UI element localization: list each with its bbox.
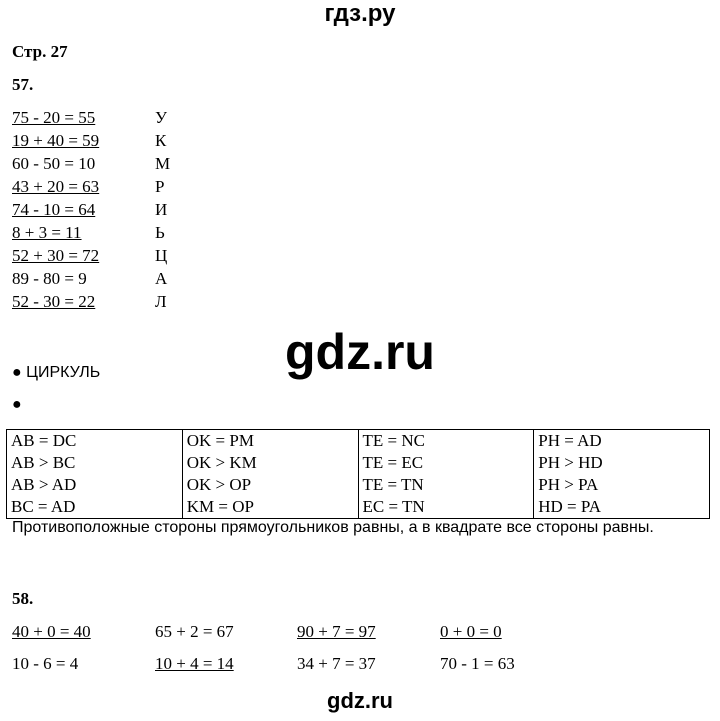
equation: 10 + 4 = 14 (155, 654, 234, 673)
table-cell: PH > HD (534, 452, 710, 474)
table-cell: EC = TN (358, 496, 534, 519)
letter: У (155, 108, 168, 127)
equation: 52 - 30 = 22 (12, 292, 96, 311)
exercise-57-number: 57. (12, 75, 34, 94)
comparison-table (6, 429, 710, 519)
conclusion-text: Противоположные стороны прямоугольников равны, а в квадрате все стороны равны. (12, 519, 654, 536)
equation: 60 - 50 = 10 (12, 154, 96, 173)
letter: Ь (155, 223, 165, 242)
answer-bullet: ● ЦИРКУЛЬ (12, 364, 101, 381)
table-row (7, 430, 710, 453)
table-cell: TE = NC (358, 430, 534, 453)
bullet-marker: ● (12, 396, 22, 413)
letter: Ц (155, 246, 168, 265)
equation: 74 - 10 = 64 (12, 200, 96, 219)
letter: И (155, 200, 168, 219)
table-cell: TE = TN (358, 474, 534, 496)
table-cell: AB > AD (7, 474, 183, 496)
equation: 0 + 0 = 0 (440, 622, 502, 641)
site-header-logo[interactable]: гдз.ру (324, 0, 396, 27)
equation: 52 + 30 = 72 (12, 246, 100, 265)
letter: А (155, 269, 168, 288)
letter: Л (155, 292, 167, 311)
equation: 90 + 7 = 97 (297, 622, 376, 641)
table-cell: AB = DC (7, 430, 183, 453)
exercise-58-number: 58. (12, 589, 34, 608)
table-cell: AB > BC (7, 452, 183, 474)
table-cell: TE = EC (358, 452, 534, 474)
table-cell: BC = AD (7, 496, 183, 519)
letter: М (155, 154, 171, 173)
equation: 19 + 40 = 59 (12, 131, 100, 150)
equation: 65 + 2 = 67 (155, 622, 234, 641)
equation: 8 + 3 = 11 (12, 223, 82, 242)
table-cell: KM = OP (182, 496, 358, 519)
site-footer-logo[interactable]: gdz.ru (327, 688, 393, 713)
equation: 43 + 20 = 63 (12, 177, 100, 196)
table-row (7, 496, 710, 519)
letter: К (155, 131, 167, 150)
table-cell: OK > OP (182, 474, 358, 496)
watermark-logo: gdz.ru (285, 324, 435, 380)
table-cell: PH = AD (534, 430, 710, 453)
letter: Р (155, 177, 165, 196)
equation: 75 - 20 = 55 (12, 108, 96, 127)
page-label: Стр. 27 (12, 42, 68, 61)
table-cell: OK = PM (182, 430, 358, 453)
table-row (7, 474, 710, 496)
equation: 70 - 1 = 63 (440, 654, 515, 673)
equation: 34 + 7 = 37 (297, 654, 376, 673)
table-cell: OK > KM (182, 452, 358, 474)
table-row (7, 452, 710, 474)
table-cell: PH > PA (534, 474, 710, 496)
table-cell: HD = PA (534, 496, 710, 519)
equation: 89 - 80 = 9 (12, 269, 87, 288)
equation: 10 - 6 = 4 (12, 654, 79, 673)
equation: 40 + 0 = 40 (12, 622, 91, 641)
